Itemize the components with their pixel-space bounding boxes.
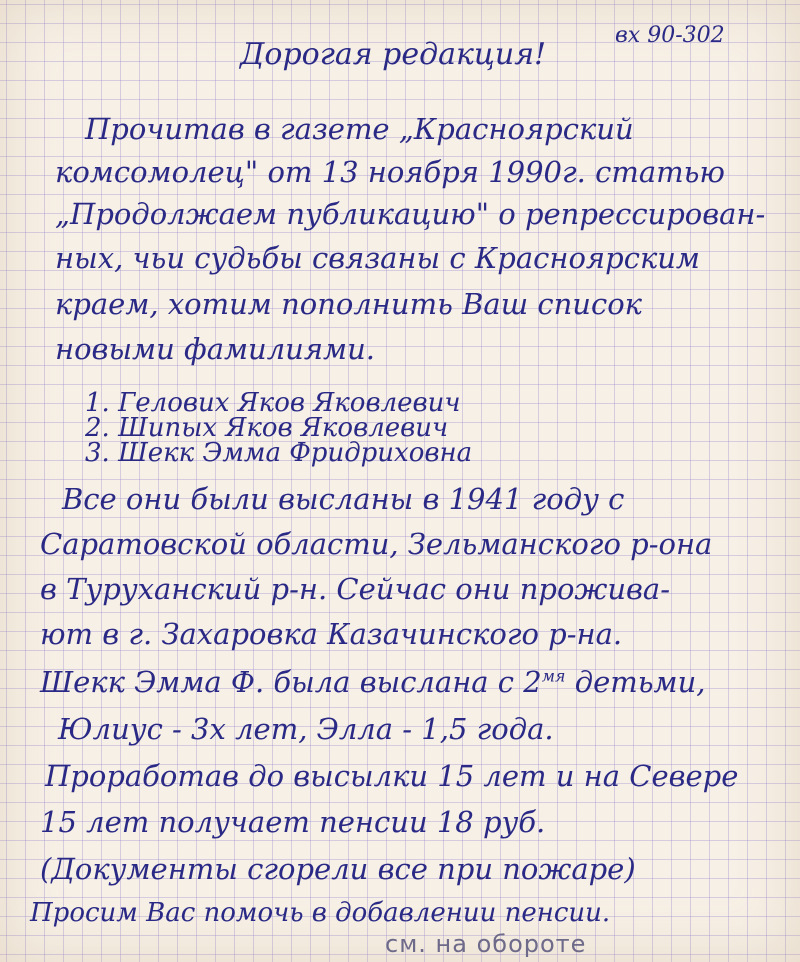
letter-line-4: ных, чьи судьбы связаны с Красноярским (55, 241, 700, 275)
body-line-4: ют в г. Захаровка Казачинского р-на. (40, 617, 623, 651)
name-list-item-3: 3. Шекк Эмма Фридриховна (85, 438, 473, 468)
letter-line-1: Прочитав в газете „Красноярский (85, 112, 634, 146)
body-line-9: (Документы сгорели все при пожаре) (40, 852, 636, 886)
body-line-3: в Туруханский р-н. Сейчас они прожива- (40, 572, 671, 606)
name-list-item-1: 1. Геловиx Яков Яковлевич (85, 388, 461, 418)
body-line-10: Просим Вас помочь в добавлении пенсии. (30, 898, 611, 928)
body-line-5-sup: мя (541, 666, 566, 686)
body-line-8: 15 лет получает пенсии 18 руб. (40, 805, 546, 839)
letter-line-5: краем, хотим пополнить Ваш список (55, 287, 642, 321)
letter-line-6: новыми фамилиями. (55, 332, 375, 366)
reference-number: вх 90-302 (615, 23, 725, 48)
body-line-5-tail: детьми, (574, 665, 706, 699)
body-line-6: Юлиус - 3х лет, Элла - 1,5 года. (58, 712, 554, 746)
body-line-5 (40, 665, 706, 699)
body-line-7: Проработав до высылки 15 лет и на Севере (45, 759, 739, 793)
body-line-1: Все они были высланы в 1941 году с (62, 482, 625, 516)
name-list-item-2: 2. Шипыx Яков Яковлевич (85, 413, 449, 443)
salutation: Дорогая редакция! (240, 37, 547, 72)
letter-line-3: „Продолжаем публикацию" о репрессирован- (55, 197, 766, 231)
pencil-note: см. на обороте (385, 930, 587, 958)
body-line-5-text: Шекк Эмма Ф. была выслана с 2 (40, 665, 542, 699)
body-line-2: Саратовской области, Зельманского р-она (40, 527, 713, 561)
letter-line-2: комсомолец" от 13 ноября 1990г. статью (55, 155, 725, 189)
